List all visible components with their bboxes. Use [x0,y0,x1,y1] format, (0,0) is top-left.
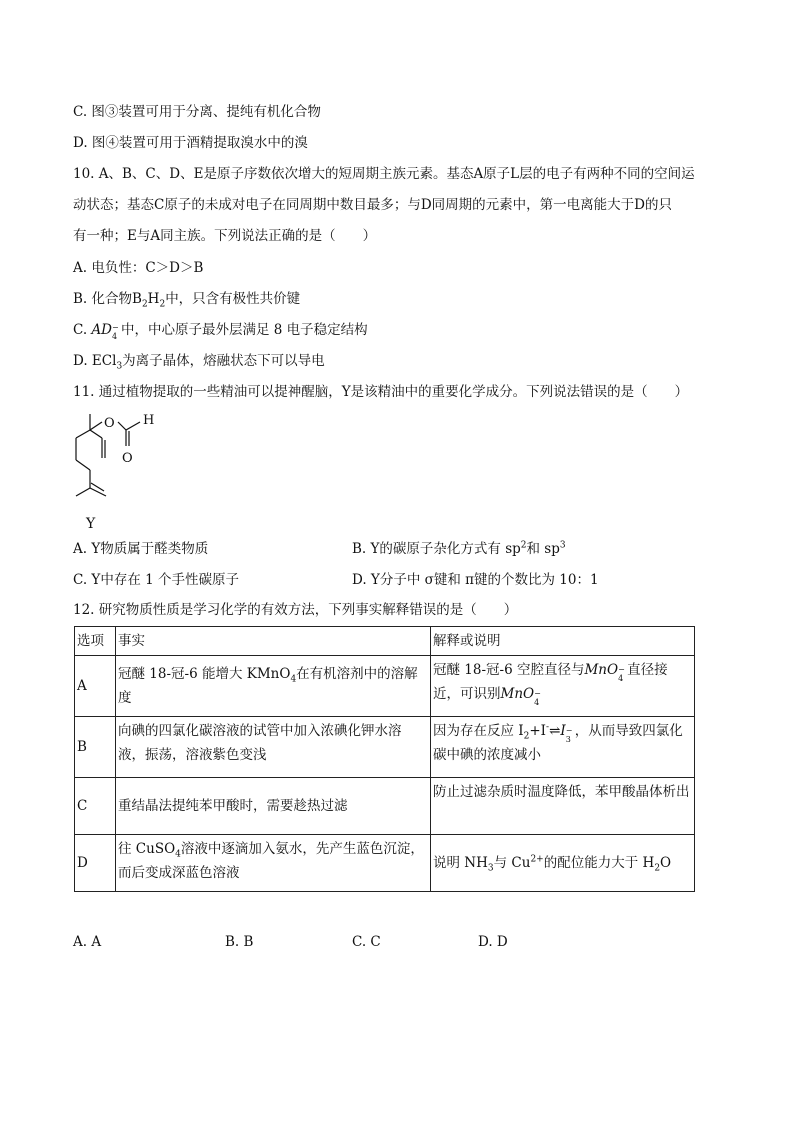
table-row-d [75,835,695,892]
q10-option-c-post: 中，中心原子最外层满足 8 电子稳定结构 [121,322,368,338]
q10-option-a: A. 电负性：C＞D＞B [73,260,204,276]
q12-answer-c: C. C [352,934,381,950]
row-a-fact: 冠醚 18-冠-6 能增大 KMnO$_4$在有机溶剂中的溶解度 [116,656,431,717]
q9-option-c: C. 图③装置可用于分离、提纯有机化合物 [73,104,321,120]
q12-facts-table [74,626,695,892]
q10-option-b-mid: H [147,291,160,307]
q11-option-a: A. Y物质属于醛类物质 [73,541,209,557]
row-c-label: C [75,778,116,835]
q10-option-d-post: 为离子晶体，熔融状态下可以导电 [122,353,325,369]
row-d-fact: 往 CuSO$_4$溶液中逐滴加入氨水，先产生蓝色沉淀，而后变成深蓝色溶液 [116,835,431,892]
structure-hydrogen: H [143,413,155,428]
header-explanation: 解释或说明 [431,627,695,656]
q10-option-b [73,289,300,309]
q11-option-b-sup2: 3 [559,540,566,551]
q11-stem: 11. 通过植物提取的一些精油可以提神醒脑，Y是该精油中的重要化学成分。下列说法错误的是（ ） [73,384,689,400]
header-fact: 事实 [116,627,431,656]
table-row-c [75,778,695,835]
q10-stem-line3: 有一种；E与A同主族。下列说法正确的是（ ） [73,228,377,244]
q10-option-c-pre: C. [73,322,92,338]
structure-oxygen-ester: O [104,416,115,431]
q12-answer-b: B. B [225,934,254,950]
q11-option-b-mid: 和 sp [526,541,560,557]
row-d-label: D [75,835,116,892]
table-row-b [75,717,695,778]
molecule-y-structure [68,404,188,534]
q10-option-d-pre: D. ECl [73,353,117,369]
table-row-a [75,656,695,717]
q10-option-d [73,351,325,371]
q11-option-b [352,539,566,559]
q12-answer-a: A. A [73,934,102,950]
q11-option-b-pre: B. Y的碳原子杂化方式有 sp [352,541,521,557]
q9-option-d: D. 图④装置可用于酒精提取溴水中的溴 [73,135,308,151]
structure-oxygen-carbonyl: O [122,451,133,466]
q10-option-c-ion: AD [91,322,113,338]
q10-option-c-sub: 4 [112,332,118,341]
q10-stem-line1: 10. A、B、C、D、E是原子序数依次增大的短周期主族元素。基态A原子L层的电子有两种不同的空间运 [73,166,695,182]
header-option: 选项 [75,627,116,656]
row-b-fact: 向碘的四氯化碳溶液的试管中加入浓碘化钾水溶液，振荡，溶液紫色变浅 [116,717,431,778]
q10-option-c-sup: − [112,323,119,332]
table-header-row [75,627,695,656]
q10-option-d-sub: 3 [116,361,123,372]
q10-option-b-sub1: 2 [141,299,148,310]
q12-answer-d: D. D [478,934,508,950]
q10-option-b-post: 中，只含有极性共价键 [165,291,301,307]
row-d-explanation: 说明 $NH_3$与 $Cu^{2+}$的配位能力大于 $H_2O$ [431,835,695,892]
row-b-explanation: 因为存在反应 $I_2+I^-\rightleftharpoons I$ − 3 ，从而导致四氯化碳中碘的浓度减小 [431,717,695,778]
q10-stem-line2: 动状态；基态C原子的未成对电子在同周期中数目最多；与D同周期的元素中，第一电离能大于D的只 [73,197,672,213]
q11-option-b-sup1: 2 [520,540,527,551]
q10-option-b-sub2: 2 [159,299,166,310]
q11-option-c: C. Y中存在 1 个手性碳原子 [73,572,240,588]
q11-option-d: D. Y分子中 σ键和 π键的个数比为 10：1 [352,572,599,588]
row-c-explanation: 防止过滤杂质时温度降低，苯甲酸晶体析出 [431,778,695,835]
row-a-explanation: 冠醚 18-冠-6 空腔直径与MnO − 4 直径接近，可识别MnO − 4 [431,656,695,717]
row-c-fact: 重结晶法提纯苯甲酸时，需要趁热过滤 [116,778,431,835]
structure-label: Y [86,516,96,532]
q10-option-c [73,320,368,340]
row-b-label: B [75,717,116,778]
q12-stem: 12. 研究物质性质是学习化学的有效方法，下列事实解释错误的是（ ） [73,602,518,618]
q10-option-b-pre: B. 化合物B [73,291,142,307]
row-a-label: A [75,656,116,717]
